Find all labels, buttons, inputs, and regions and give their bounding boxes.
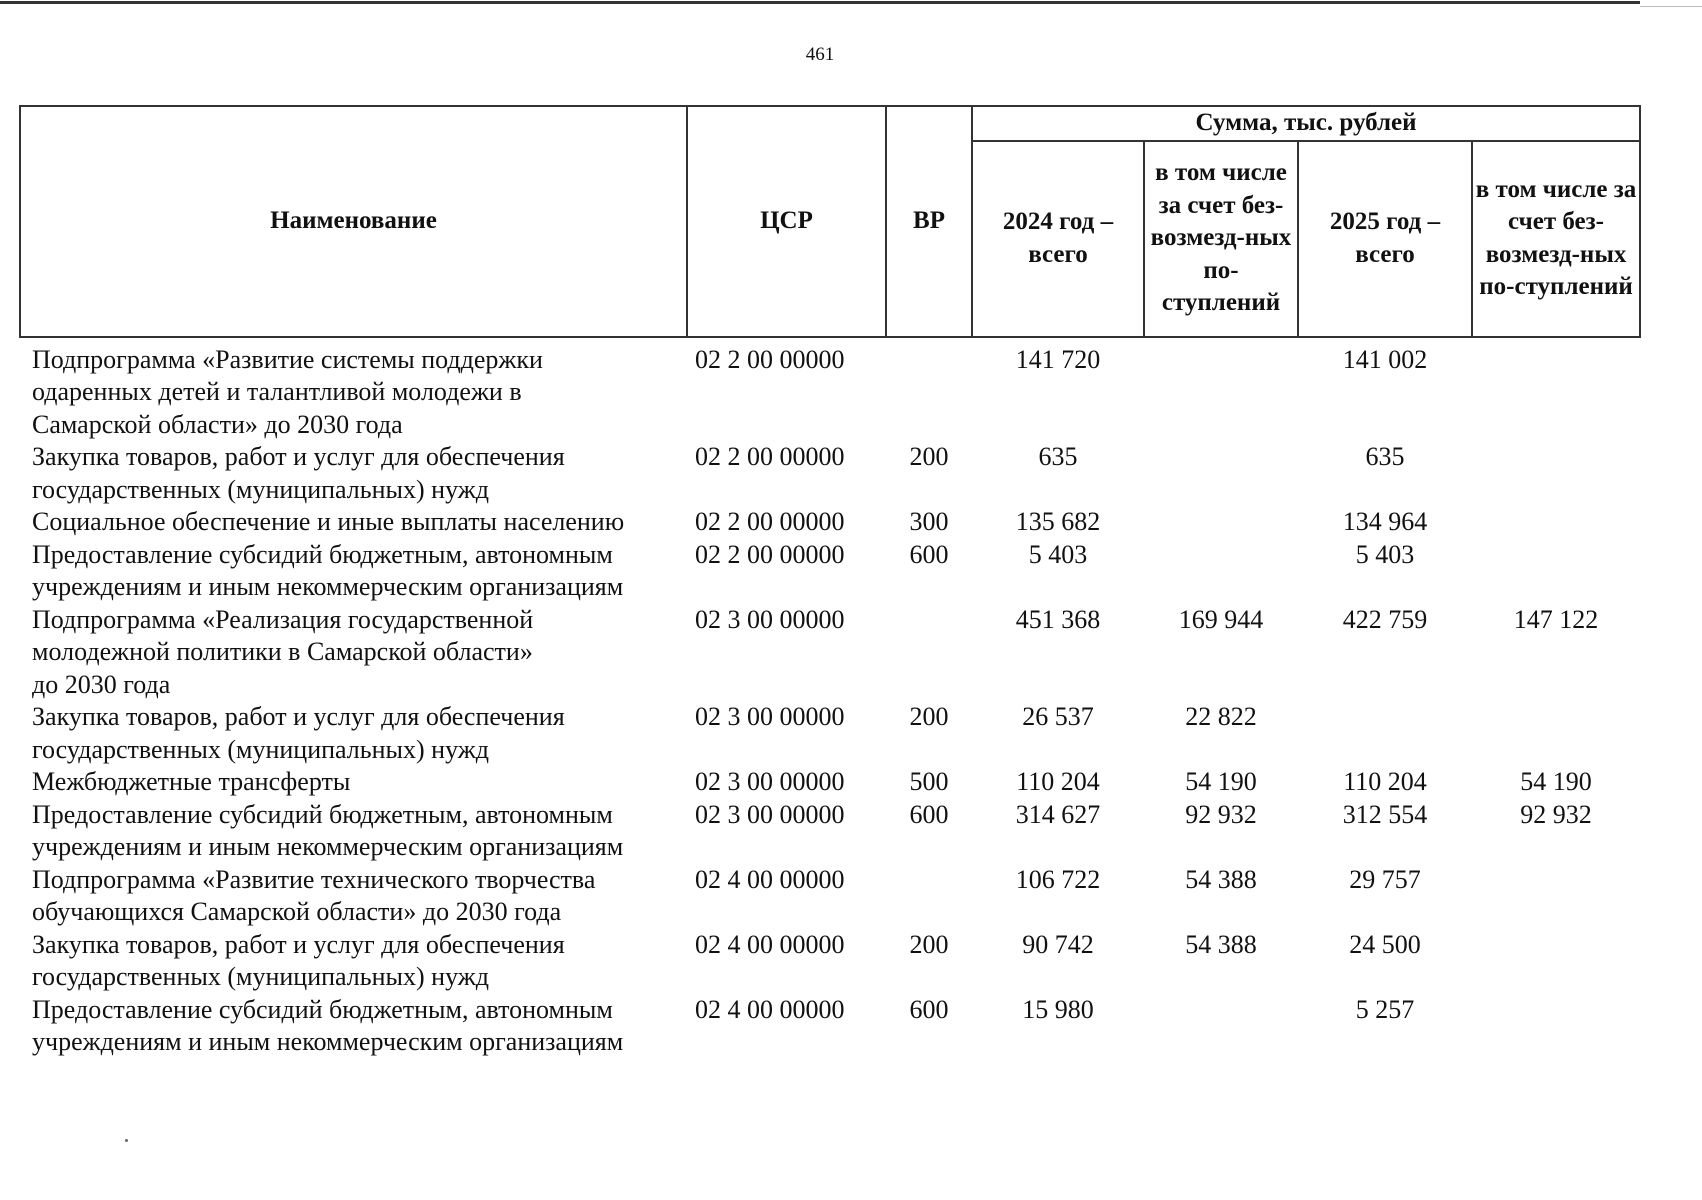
row-2024-grants — [1144, 441, 1298, 506]
table-row — [20, 604, 1640, 702]
table-row — [20, 539, 1640, 604]
row-name — [20, 929, 687, 994]
row-name-line: Самарской области» до 2030 года — [32, 409, 403, 439]
row-2025-total: 422 759 — [1342, 604, 1428, 634]
row-2025-grants: 54 190 — [1520, 767, 1592, 796]
row-csr: 02 2 00 00000 — [695, 442, 845, 471]
row-name — [20, 766, 687, 799]
row-2024-grants: 169 944 — [1178, 604, 1264, 634]
row-2024-total: 15 980 — [1022, 994, 1094, 1024]
row-vr — [886, 604, 972, 702]
row-2024-grants — [1144, 337, 1298, 442]
row-2025-total: 110 204 — [1343, 767, 1427, 796]
header-name: Наименование — [20, 106, 687, 337]
row-name — [20, 604, 687, 702]
table-row — [20, 929, 1640, 994]
row-2025-total: 134 964 — [1342, 507, 1428, 536]
top-border-faint — [1640, 6, 1702, 7]
row-2025-grants — [1472, 337, 1640, 442]
row-2025-total: 24 500 — [1349, 929, 1421, 959]
row-name-line: государственных (муниципальных) нужд — [32, 962, 489, 991]
row-vr: 600 — [909, 539, 949, 569]
row-name — [20, 539, 687, 604]
row-csr: 02 4 00 00000 — [695, 994, 845, 1024]
table-row — [20, 337, 1640, 442]
row-2024-total: 135 682 — [1015, 507, 1101, 536]
row-vr: 600 — [909, 994, 949, 1024]
row-2024-total: 110 204 — [1016, 767, 1100, 796]
row-2024-grants: 22 822 — [1185, 702, 1257, 731]
row-2025-grants — [1472, 701, 1640, 766]
row-csr: 02 2 00 00000 — [695, 344, 845, 374]
row-2024-grants — [1144, 994, 1298, 1059]
header-2025-grants: в том числе за счет без-возмезд-ных по-ступлений — [1472, 141, 1640, 337]
row-name — [20, 799, 687, 864]
row-name-line: Социальное обеспечение и иные выплаты населению — [32, 507, 625, 536]
row-name-line: государственных (муниципальных) нужд — [32, 734, 489, 764]
row-2025-total: 5 257 — [1355, 994, 1415, 1024]
row-name — [20, 864, 687, 929]
row-2025-total: 312 554 — [1342, 799, 1428, 829]
table-row — [20, 701, 1640, 766]
table-row — [20, 766, 1640, 799]
row-2025-grants: 92 932 — [1520, 799, 1592, 829]
row-csr: 02 3 00 00000 — [695, 604, 845, 634]
row-name-line: одаренных детей и талантливой молодежи в — [32, 377, 522, 406]
row-2024-total: 451 368 — [1015, 604, 1101, 634]
row-vr: 300 — [909, 507, 949, 536]
header-csr: ЦСР — [687, 106, 886, 337]
row-vr: 600 — [909, 799, 949, 829]
row-2024-grants: 92 932 — [1185, 799, 1257, 829]
row-name — [20, 337, 687, 442]
table-row — [20, 864, 1640, 929]
header-2024-total: 2024 год – всего — [972, 141, 1144, 337]
row-csr: 02 2 00 00000 — [695, 507, 845, 536]
row-vr: 500 — [909, 767, 949, 796]
table-row — [20, 506, 1640, 539]
row-name-line: Закупка товаров, работ и услуг для обеспечения — [32, 929, 565, 959]
row-2025-grants: 147 122 — [1513, 604, 1599, 634]
header-2024-grants: в том числе за счет без-возмезд-ных по-ступлений — [1144, 141, 1298, 337]
row-2024-grants — [1144, 506, 1298, 539]
row-name — [20, 441, 687, 506]
row-name-line: до 2030 года — [32, 669, 171, 699]
header-vr: ВР — [886, 106, 972, 337]
row-2025-total — [1298, 701, 1472, 766]
row-name-line: молодежной политики в Самарской области» — [32, 637, 533, 666]
row-name-line: Закупка товаров, работ и услуг для обеспечения — [32, 442, 565, 471]
row-vr — [886, 864, 972, 929]
row-vr: 200 — [909, 929, 949, 959]
row-2025-total: 5 403 — [1355, 539, 1415, 569]
row-2024-total: 26 537 — [1022, 702, 1094, 731]
row-2025-total: 141 002 — [1342, 344, 1428, 374]
row-name-line: учреждениям и иным некоммерческим организациям — [32, 832, 624, 861]
row-2024-grants: 54 388 — [1185, 929, 1257, 959]
row-name-line: учреждениям и иным некоммерческим организациям — [32, 1027, 624, 1056]
row-2025-total: 29 757 — [1349, 864, 1421, 894]
row-name-line: учреждениям и иным некоммерческим организациям — [32, 572, 624, 601]
row-2024-total: 90 742 — [1022, 929, 1094, 959]
row-name-line: Подпрограмма «Развитие системы поддержки — [32, 344, 543, 374]
table-row — [20, 994, 1640, 1059]
row-2025-total: 635 — [1365, 442, 1405, 471]
row-name-line: Предоставление субсидий бюджетным, автономным — [32, 799, 613, 829]
row-2025-grants — [1472, 441, 1640, 506]
header-2025-total: 2025 год – всего — [1298, 141, 1472, 337]
row-2024-grants — [1144, 539, 1298, 604]
row-vr — [886, 337, 972, 442]
row-csr: 02 3 00 00000 — [695, 799, 845, 829]
row-csr: 02 3 00 00000 — [695, 702, 845, 731]
row-name-line: государственных (муниципальных) нужд — [32, 474, 489, 504]
row-2024-total: 106 722 — [1015, 864, 1101, 894]
row-name-line: Межбюджетные трансферты — [32, 767, 351, 796]
row-name-line: Предоставление субсидий бюджетным, автономным — [32, 539, 613, 569]
table-body — [20, 337, 1640, 1059]
row-2024-grants: 54 388 — [1185, 864, 1257, 894]
row-2025-grants — [1472, 864, 1640, 929]
row-csr: 02 4 00 00000 — [695, 929, 845, 959]
page-number: 461 — [805, 44, 835, 65]
scan-speck — [125, 1139, 128, 1142]
row-vr: 200 — [909, 702, 949, 731]
row-name-line: Предоставление субсидий бюджетным, автономным — [32, 994, 613, 1024]
row-name — [20, 701, 687, 766]
row-name — [20, 994, 687, 1059]
row-2025-grants — [1472, 506, 1640, 539]
row-2025-grants — [1472, 994, 1640, 1059]
row-name-line: Подпрограмма «Развитие технического творчества — [32, 864, 596, 894]
budget-table — [19, 105, 1641, 1059]
header-sum-group: Сумма, тыс. рублей — [972, 106, 1640, 141]
row-2024-grants: 54 190 — [1185, 767, 1257, 796]
row-2025-grants — [1472, 539, 1640, 604]
row-2024-total: 314 627 — [1015, 799, 1101, 829]
table-row — [20, 799, 1640, 864]
row-name-line: Закупка товаров, работ и услуг для обеспечения — [32, 702, 565, 731]
table-row — [20, 441, 1640, 506]
row-2024-total: 5 403 — [1028, 539, 1088, 569]
row-name-line: обучающихся Самарской области» до 2030 года — [32, 897, 562, 926]
row-vr: 200 — [909, 442, 949, 471]
row-2024-total: 635 — [1038, 442, 1078, 471]
row-2024-total: 141 720 — [1015, 344, 1101, 374]
row-csr: 02 4 00 00000 — [695, 864, 845, 894]
row-2025-grants — [1472, 929, 1640, 994]
row-csr: 02 2 00 00000 — [695, 539, 845, 569]
top-border-line — [0, 1, 1640, 4]
row-name — [20, 506, 687, 539]
row-csr: 02 3 00 00000 — [695, 767, 845, 796]
row-name-line: Подпрограмма «Реализация государственной — [32, 604, 534, 634]
